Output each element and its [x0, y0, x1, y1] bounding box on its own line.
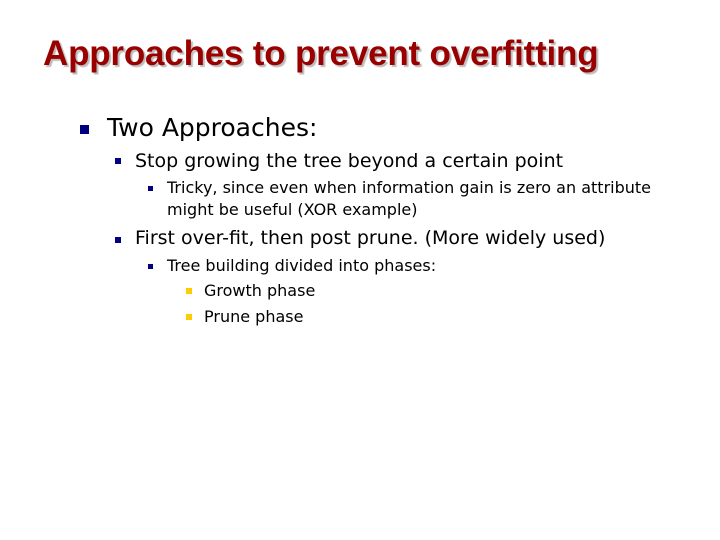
square-bullet-icon — [80, 125, 89, 134]
bullet-tricky-line2: might be useful (XOR example) — [167, 200, 418, 219]
bullet-prune-phase: Prune phase — [204, 307, 304, 326]
square-bullet-icon — [148, 186, 153, 191]
bullet-stop-growing: Stop growing the tree beyond a certain point — [135, 150, 564, 172]
bullet-tricky-line1: Tricky, since even when information gain is zero an attribute — [167, 178, 651, 197]
square-bullet-icon — [148, 264, 153, 269]
slide-title: Approaches to prevent overfitting — [43, 34, 599, 73]
bullet-growth-phase: Growth phase — [204, 281, 316, 300]
bullet-overfit-prune: First over-fit, then post prune. (More widely used) — [135, 227, 606, 249]
bullet-two-approaches: Two Approaches: — [107, 113, 318, 142]
bullet-phases-intro: Tree building divided into phases: — [167, 256, 437, 275]
square-bullet-icon — [115, 158, 121, 164]
square-bullet-icon — [186, 314, 192, 320]
square-bullet-icon — [186, 288, 192, 294]
square-bullet-icon — [115, 237, 121, 243]
